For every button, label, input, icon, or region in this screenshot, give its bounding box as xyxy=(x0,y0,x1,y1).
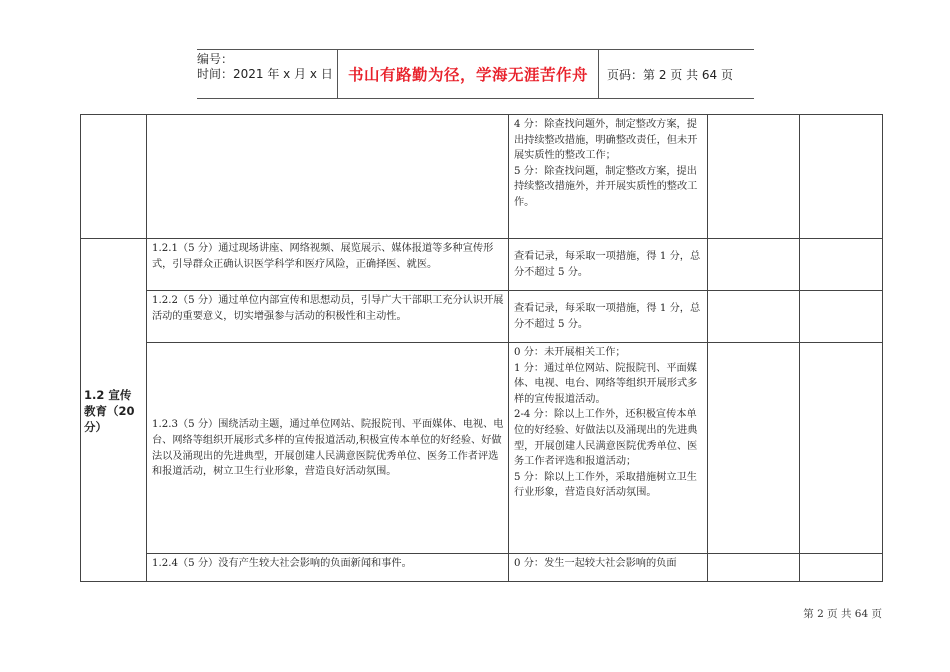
page-footer: 第 2 页 共 64 页 xyxy=(803,608,882,620)
remark-cell xyxy=(800,239,883,291)
remark-cell xyxy=(800,115,883,239)
criteria-line: 0 分：未开展相关工作； xyxy=(514,347,626,358)
score-cell xyxy=(708,554,800,582)
criteria-line: 查看记录，每采取一项措施，得 1 分，总分不超过 5 分。 xyxy=(514,303,701,330)
criteria-line: 0 分：发生一起较大社会影响的负面 xyxy=(514,558,677,569)
remark-cell xyxy=(800,291,883,343)
score-cell xyxy=(708,239,800,291)
criteria-line: 5 分：除以上工作外，采取措施树立卫生行业形象，营造良好活动氛围。 xyxy=(514,471,697,499)
criteria-cell xyxy=(509,239,708,291)
remark-cell xyxy=(800,343,883,554)
page-header xyxy=(197,49,754,99)
document-time-label: 时间：2021 年 x 月 x 日 xyxy=(197,67,333,81)
criteria-line: 查看记录，每采取一项措施，得 1 分，总分不超过 5 分。 xyxy=(514,251,701,278)
table-row xyxy=(81,115,883,239)
criteria-cell xyxy=(509,554,708,582)
header-page-label: 页码：第 2 页 共 64 页 xyxy=(607,67,733,82)
remark-cell xyxy=(800,554,883,582)
score-cell xyxy=(708,291,800,343)
criteria-line: 4 分：除查找问题外，制定整改方案，提出持续整改措施，明确整改责任，但未开展实质性的整改工作； xyxy=(514,119,698,162)
table-row xyxy=(81,343,883,554)
item-content-cell: 1.2.2（5 分）通过单位内部宣传和思想动员，引导广大干部职工充分认识开展活动的重要意义，切实增强参与活动的积极性和主动性。 xyxy=(147,291,509,343)
table-row xyxy=(81,554,883,582)
score-cell xyxy=(708,343,800,554)
header-meta xyxy=(197,50,337,98)
item-content-cell: 1.2.1（5 分）通过现场讲座、网络视频、展览展示、媒体报道等多种宣传形式，引导群众正确认识医学科学和医疗风险，正确择医、就医。 xyxy=(147,239,509,291)
criteria-line: 2-4 分：除以上工作外，还积极宣传本单位的好经验、好做法以及涌现出的先进典型，开展创建人民满意医院优秀单位、医务工作者评选和报道活动； xyxy=(514,409,698,468)
criteria-cell xyxy=(509,291,708,343)
table-row xyxy=(81,239,883,291)
criteria-cell xyxy=(509,343,708,554)
item-content-cell: 1.2.3（5 分）围绕活动主题，通过单位网站、院报院刊、平面媒体、电视、电台、网络等组织开展形式多样的宣传报道活动,积极宣传本单位的好经验、好做法以及涌现出的先进典型，开展创建人民满意医院优秀单位、医务工作者评选和报道活动，树立卫生行业形象，营造良好活动氛围。 xyxy=(147,343,509,554)
evaluation-table xyxy=(80,114,883,582)
criteria-line: 5 分：除查找问题，制定整改方案，提出持续整改措施外，并开展实质性的整改工作。 xyxy=(514,165,698,208)
document-number-label: 编号： xyxy=(197,52,234,66)
header-motto: 书山有路勤为径，学海无涯苦作舟 xyxy=(337,50,599,98)
table-row xyxy=(81,291,883,343)
criteria-cell xyxy=(509,115,708,239)
score-cell xyxy=(708,115,800,239)
item-content-cell: 1.2.4（5 分）没有产生较大社会影响的负面新闻和事件。 xyxy=(147,554,509,582)
section-title: 1.2 宣传教育（20 分） xyxy=(81,239,147,582)
item-content-cell xyxy=(147,115,509,239)
section-cell-empty xyxy=(81,115,147,239)
criteria-line: 1 分：通过单位网站、院报院刊、平面媒体、电视、电台、网络等组织开展形式多样的宣传报道活动。 xyxy=(514,362,698,405)
